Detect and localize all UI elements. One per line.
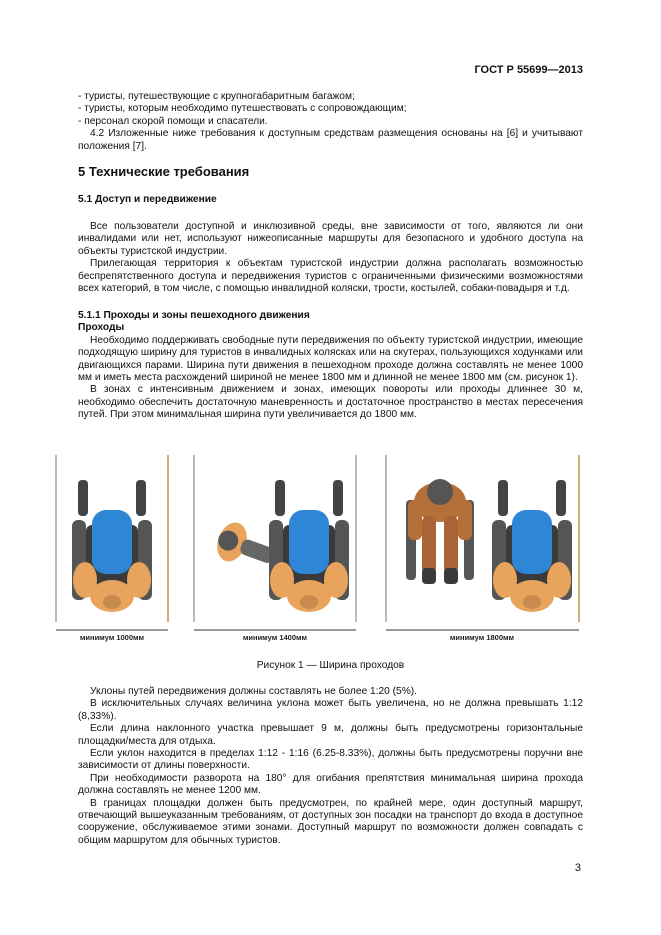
section-5-1-text [78, 221, 583, 295]
figure-caption: Рисунок 1 — Ширина проходов [256, 660, 405, 671]
paragraph: Необходимо поддерживать свободные пути передвижения по объекту туристской индустрии, имеющие подходящую ширину для туристов в инвалидных колясках или на скутерах, пользующихся ходунками или двигающихся парами. Ширина пути движения в пешеходном проходе должна составлять не менее 1000 мм и иметь места расхождений шириной не менее 1800 мм и длинной не менее 1800 мм (см. рисунок 1). [78, 334, 583, 384]
paragraph: В границах площадки должен быть предусмотрен, по крайней мере, один доступный маршрут, отвечающий вышеуказанным требованиям, от доступных зон посадки на транспорт до входа в доступное сооружение, обслуживаемое этими зонами. Доступный маршрут по возможности должен совпадать с общим маршрутом для обычных туристов. [78, 797, 583, 846]
paragraph: В зонах с интенсивным движением и зонах, имеющих повороты или проходы длиннее 30 м, необходимо обеспечить достаточную маневренность и достаточное пространство в местах пересечения путей. При этом минимальная ширина пути увеличивается до 1800 мм. [78, 384, 583, 421]
paragraph: Если уклон находится в пределах 1:12 - 1:16 (6.25-8.33%), должны быть предусмотрены поручни вне зависимости от длины поверхности. [78, 748, 583, 772]
wheelchair-user-icon [72, 480, 152, 612]
dimension-label: минимум 1400мм [242, 633, 308, 642]
dimension-label: минимум 1800мм [449, 633, 515, 642]
paragraph-4-2: 4.2 Изложенные ниже требования к доступным средствам размещения основаны на [6] и учитывают положения [7]. [78, 128, 583, 152]
wheelchair-user-icon [269, 480, 349, 612]
section-5-title: 5 Технические требования [78, 164, 250, 179]
standard-number: ГОСТ Р 55699—2013 [474, 64, 583, 76]
paragraph: Прилегающая территория к объектам туристской индустрии должна располагать возможностью беспрепятственного доступа и передвижения туристов с ограниченными физическими возможностями всех категорий, в том числе, с помощью инвалидной коляски, трости, костылей, собаки-повадыря и т.д. [78, 258, 583, 295]
paragraph: Если длина наклонного участка превышает 9 м, должны быть предусмотрены горизонтальные площадки/места для отдыха. [78, 723, 583, 747]
list-item: - туристы, которым необходимо путешествовать с сопровождающим; [78, 103, 407, 115]
subsection-5-1-title: 5.1 Доступ и передвижение [78, 194, 217, 205]
list-item: - персонал скорой помощи и спасатели. [78, 115, 268, 127]
paragraph: Уклоны путей передвижения должны составлять не более 1:20 (5%). [90, 686, 417, 697]
list-item: - туристы, путешествующие с крупногабаритным багажом; [78, 91, 355, 102]
paragraph: При необходимости разворота на 180° для огибания препятствия минимальная ширина прохода должна составлять не менее 1200 мм. [78, 772, 583, 797]
subsection-5-1-1-title: 5.1.1 Проходы и зоны пешеходного движения [78, 310, 310, 321]
dimension-label: минимум 1000мм [79, 633, 145, 642]
section-5-1-1-text [78, 310, 583, 422]
paragraph: В исключительных случаях величина уклона может быть увеличена, но не должна превышать 1:12 (8,33%). [78, 698, 583, 722]
wheelchair-user-icon [492, 480, 572, 612]
page-number: 3 [574, 862, 581, 874]
paragraph: Все пользователи доступной и инклюзивной среды, вне зависимости от того, являются ли они инвалидами или нет, используют нижеописанные маршруты для безопасного и удобного доступа на объекты туристской индустрии. [78, 221, 583, 257]
walker-user-icon [406, 479, 474, 584]
slopes-text [78, 686, 583, 847]
figure-passage-widths [34, 450, 594, 650]
intro-list [78, 91, 583, 153]
passages-title: Проходы [78, 322, 125, 334]
